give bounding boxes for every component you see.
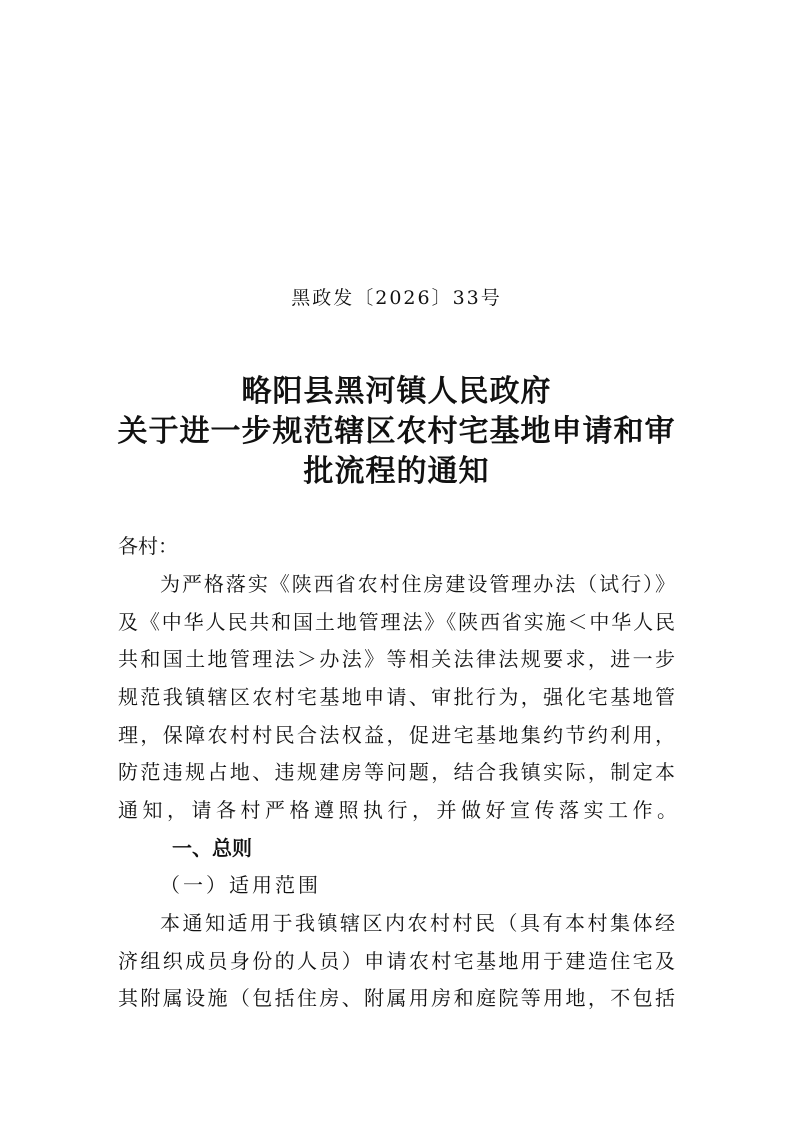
intro-line: 共和国土地管理法＞办法》等相关法律法规要求，进一步 xyxy=(118,647,675,671)
scope-line: 本通知适用于我镇辖区内农村村民（具有本村集体经 xyxy=(160,911,675,935)
intro-line: 及《中华人民共和国土地管理法》《陕西省实施＜中华人民 xyxy=(118,610,675,634)
title-line-3: 批流程的通知 xyxy=(303,454,490,489)
intro-line: 理，保障农村村民合法权益，促进宅基地集约节约利用， xyxy=(118,723,675,747)
scope-line: 其附属设施（包括住房、附属用房和庭院等用地，不包括 xyxy=(118,986,675,1010)
title-line-1: 略阳县黑河镇人民政府 xyxy=(241,374,552,409)
document-number: 黑政发〔2026〕33号 xyxy=(291,287,502,309)
subsection-heading: （一）适用范围 xyxy=(160,873,321,897)
intro-line: 防范违规占地、违规建房等问题，结合我镇实际，制定本 xyxy=(118,760,675,784)
section-heading: 一、总则 xyxy=(172,836,252,860)
intro-line: 通知，请各村严格遵照执行，并做好宣传落实工作。 xyxy=(118,798,682,822)
salutation: 各村： xyxy=(118,534,178,558)
title-line-2: 关于进一步规范辖区农村宅基地申请和审 xyxy=(117,414,676,449)
intro-line: 为严格落实《陕西省农村住房建设管理办法（试行）》 xyxy=(160,572,675,596)
intro-line: 规范我镇辖区农村宅基地申请、审批行为，强化宅基地管 xyxy=(118,685,675,709)
scope-line: 济组织成员身份的人员）申请农村宅基地用于建造住宅及 xyxy=(118,949,675,973)
